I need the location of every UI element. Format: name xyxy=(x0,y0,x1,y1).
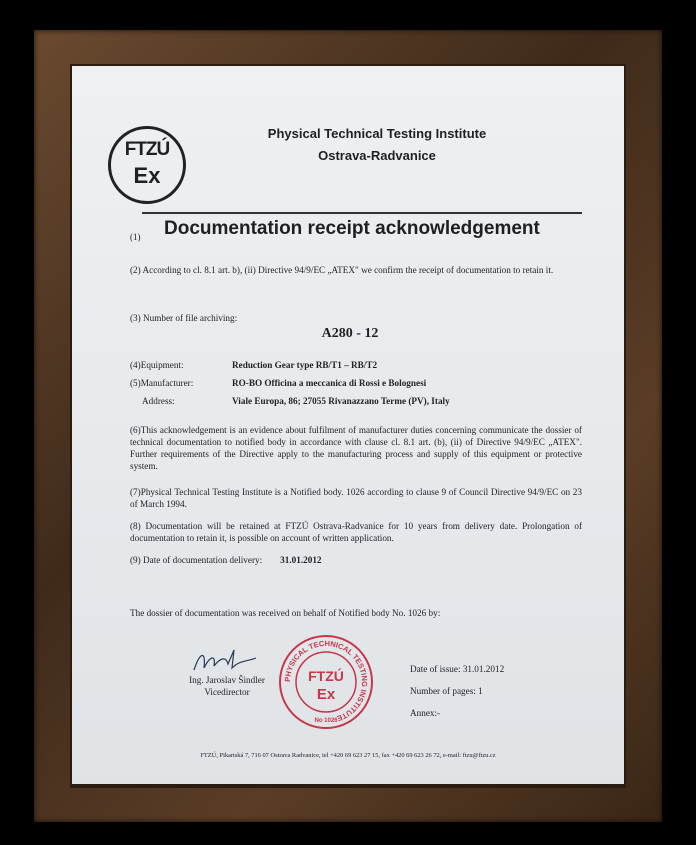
signatory-block xyxy=(172,674,282,698)
logo-line1: FTZÚ xyxy=(124,139,170,160)
paragraph-7: (7)Physical Technical Testing Institute is a Notified body. 1026 according to clause 9 of Council Directive 94/9/EC on 23 of March 1994. xyxy=(130,487,582,509)
logo-line2: Ex xyxy=(133,163,161,188)
certificate-paper xyxy=(72,66,624,784)
paragraph-9 xyxy=(130,554,322,566)
stamp-ring-text: PHYSICAL TECHNICAL TESTING INSTITUTE xyxy=(282,638,370,724)
delivery-date: 31.01.2012 xyxy=(280,555,322,565)
file-number: A280 - 12 xyxy=(321,326,379,341)
address-value: Viale Europa, 86; 27055 Rivanazzano Terme (PV), Italy xyxy=(232,396,450,406)
stamp-center-ftzu: FTZÚ xyxy=(308,668,344,684)
stamp-bottom-text: No 1026 xyxy=(314,718,338,724)
stamp-center-ex: Ex xyxy=(316,686,336,703)
signatory-title: Vicedirector xyxy=(204,687,250,697)
annex: Annex:- xyxy=(410,708,441,718)
dossier-statement: The dossier of documentation was received on behalf of Notified body No. 1026 by: xyxy=(130,608,441,618)
heading-rule xyxy=(142,212,582,214)
manufacturer-value: RO-BO Officina a meccanica di Rossi e Bolognesi xyxy=(232,378,427,388)
institute-name: Physical Technical Testing Institute xyxy=(267,126,487,141)
paragraph-3: (3) Number of file archiving: xyxy=(130,313,238,323)
signatory-name: Ing. Jaroslav Šindler xyxy=(189,675,265,685)
manufacturer-label: (5)Manufacturer: xyxy=(130,378,194,388)
equipment-label: (4)Equipment: xyxy=(130,360,184,370)
equipment-value: Reduction Gear type RB/T1 – RB/T2 xyxy=(232,360,378,370)
paragraph-8: (8) Documentation will be retained at FTZÚ Ostrava-Radvanice for 10 years from delivery date. Prolongation of documentation to retain it, is possible on account of written application. xyxy=(130,521,582,543)
document-title: Documentation receipt acknowledgement xyxy=(164,218,540,239)
ftzu-logo xyxy=(108,126,186,204)
institute-location: Ostrava-Radvanice xyxy=(318,148,436,163)
number-of-pages: Number of pages: 1 xyxy=(410,686,483,696)
heading-number: (1) xyxy=(130,232,141,242)
delivery-label: (9) Date of documentation delivery: xyxy=(130,555,263,565)
address-label: Address: xyxy=(142,396,175,406)
issue-date: Date of issue: 31.01.2012 xyxy=(410,664,505,674)
signature-scribble xyxy=(190,646,260,676)
paragraph-2: (2) According to cl. 8.1 art. b), (ii) Directive 94/9/EC „ATEX" we confirm the receipt of documentation to retain it. xyxy=(130,265,554,275)
footer-contact: FTZÚ, Pikartská 7, 716 07 Ostrava Radvanice, tel +420 69 623 27 15, fax +420 69 623 26 72, e-mail: ftzu@ftzu.cz xyxy=(200,752,496,759)
official-stamp xyxy=(278,634,374,730)
paragraph-6: (6)This acknowledgement is an evidence about fulfilment of manufacturer duties concerning communicate the dossier of technical documentation to notified body in accordance with clause cl. 8.1 art. (b), (ii) of Directive 94/9/EC „ATEX". Further requirements of the Directive apply to the manufacturing process and supply of this equipment or protective system. xyxy=(130,425,582,471)
